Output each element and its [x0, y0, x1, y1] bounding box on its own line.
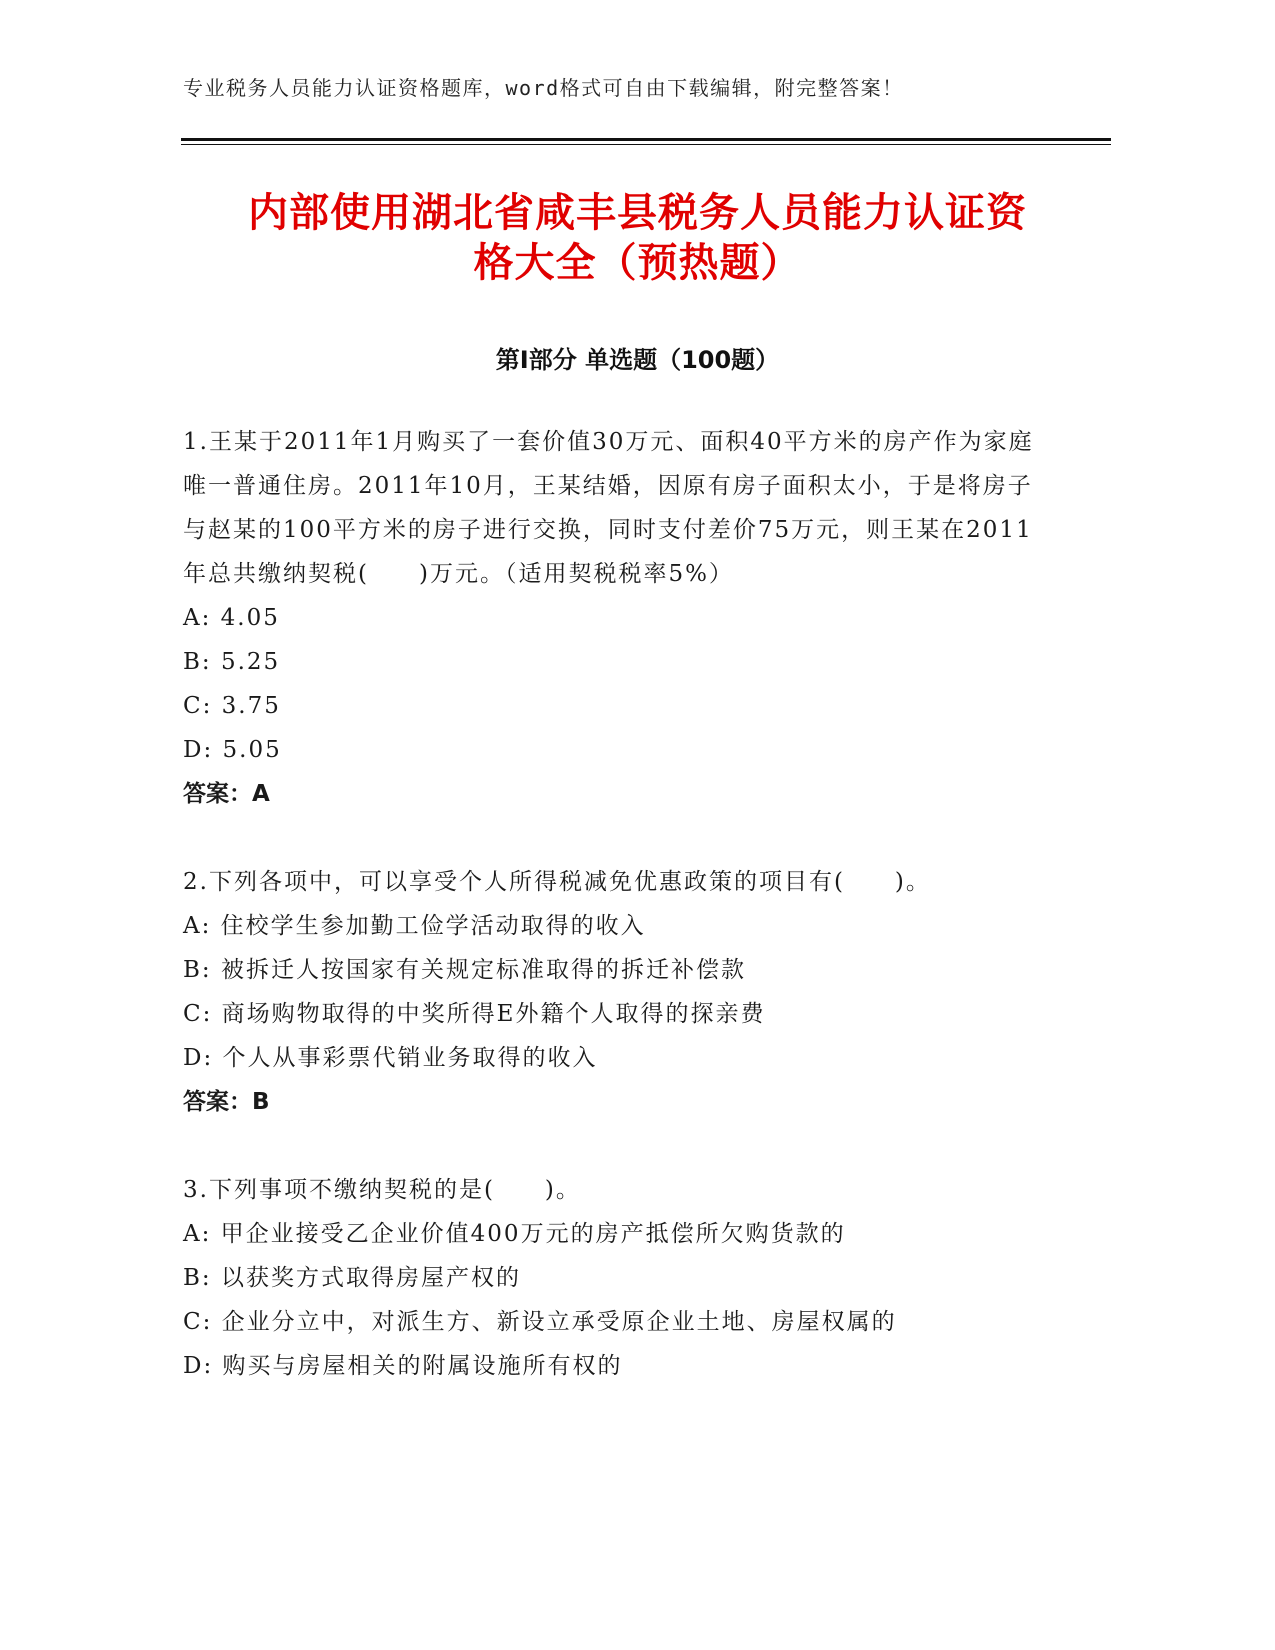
question-stem: 3.下列事项不缴纳契税的是( )。 [183, 1177, 581, 1203]
question-1 [183, 420, 1043, 816]
header-rule-thick [181, 138, 1111, 141]
section-heading: 第Ⅰ部分 单选题（100题） [495, 346, 780, 374]
option-a: A: 甲企业接受乙企业价值400万元的房产抵偿所欠购货款的 [183, 1221, 846, 1247]
option-b: B: 被拆迁人按国家有关规定标准取得的拆迁补偿款 [183, 957, 746, 983]
option-d: D: 5.05 [183, 737, 282, 763]
option-c: C: 企业分立中，对派生方、新设立承受原企业土地、房屋权属的 [183, 1309, 897, 1335]
question-list [183, 420, 1043, 1432]
document-title-line-2: 格大全（预热题） [473, 240, 802, 286]
option-d: D: 个人从事彩票代销业务取得的收入 [183, 1045, 598, 1071]
question-stem: 1.王某于2011年1月购买了一套价值30万元、面积40平方米的房产作为家庭唯一普通住房。2011年10月，王某结婚，因原有房子面积太小，于是将房子与赵某的100平方米的房子进行交换，同时支付差价75万元，则王某在2011年总共缴纳契税( )万元。（适用契税税率5%） [183, 429, 1034, 587]
option-b: B: 以获奖方式取得房屋产权的 [183, 1265, 521, 1291]
document-title [150, 188, 1125, 288]
option-a: A: 4.05 [183, 605, 280, 631]
option-c: C: 商场购物取得的中奖所得E外籍个人取得的探亲费 [183, 1001, 766, 1027]
option-b: B: 5.25 [183, 649, 281, 675]
question-stem: 2.下列各项中，可以享受个人所得税减免优惠政策的项目有( )。 [183, 869, 931, 895]
option-c: C: 3.75 [183, 693, 281, 719]
option-a: A: 住校学生参加勤工俭学活动取得的收入 [183, 913, 646, 939]
header-note: 专业税务人员能力认证资格题库，word格式可自由下载编辑，附完整答案！ [183, 76, 904, 100]
header-rule-thin [181, 144, 1111, 145]
option-d: D: 购买与房屋相关的附属设施所有权的 [183, 1353, 623, 1379]
document-title-line-1: 内部使用湖北省咸丰县税务人员能力认证资 [248, 190, 1027, 236]
answer: 答案：A [183, 781, 270, 807]
question-3 [183, 1168, 1043, 1388]
answer: 答案：B [183, 1089, 270, 1115]
question-2 [183, 860, 1043, 1124]
